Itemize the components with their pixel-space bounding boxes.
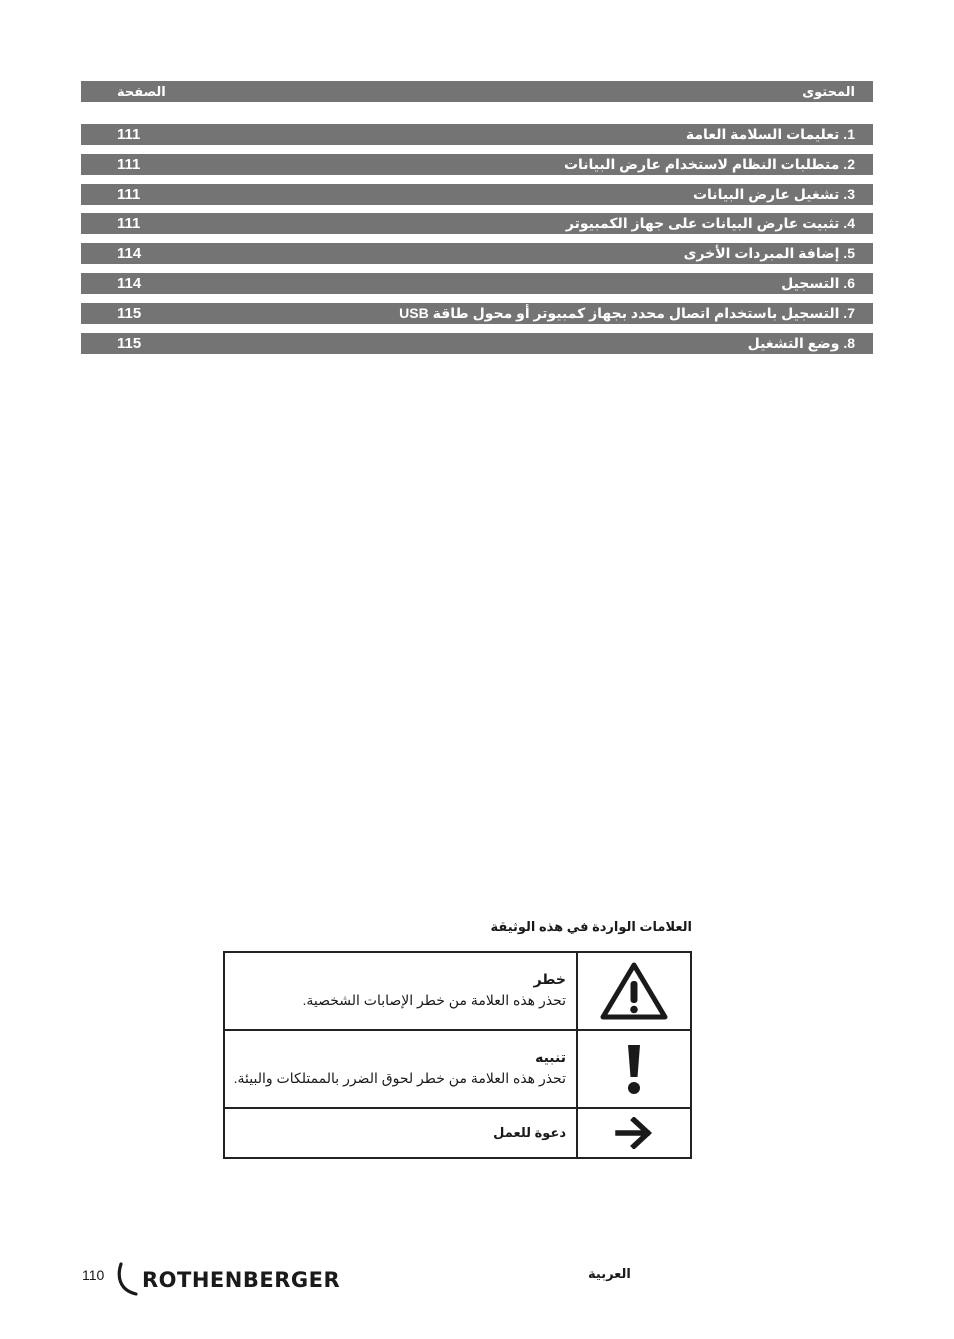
toc-entry[interactable] bbox=[81, 333, 873, 354]
symbol-text-cell bbox=[225, 1031, 574, 1107]
symbols-table bbox=[223, 951, 692, 1159]
toc-entry-label: 2. متطلبات النظام لاستخدام عارض البيانات bbox=[563, 156, 855, 172]
toc-entry[interactable] bbox=[81, 303, 873, 324]
symbol-title: تنبيه bbox=[535, 1049, 566, 1065]
arrow-right-icon bbox=[615, 1117, 653, 1149]
toc-entry[interactable] bbox=[81, 213, 873, 234]
rothenberger-swoosh-icon bbox=[116, 1262, 142, 1298]
symbol-row-action bbox=[225, 1109, 690, 1157]
warning-triangle-icon bbox=[599, 961, 669, 1021]
toc-entry-page: 111 bbox=[117, 126, 141, 143]
symbol-row-caution bbox=[225, 1031, 690, 1109]
toc-entry-label: 8. وضع التشغيل bbox=[747, 335, 855, 351]
toc-entry[interactable] bbox=[81, 154, 873, 175]
toc-entry-label: 7. التسجيل باستخدام اتصال محدد بجهاز كمبيوتر أو محول طاقة USB bbox=[399, 305, 855, 321]
toc-header-page: الصفحة bbox=[117, 84, 166, 99]
toc-entry-page: 111 bbox=[117, 156, 141, 173]
toc-entry[interactable] bbox=[81, 184, 873, 205]
toc-entry-label: 4. تثبيت عارض البيانات على جهاز الكمبيوتر bbox=[565, 215, 855, 231]
symbol-text-cell bbox=[225, 953, 574, 1029]
toc-entry-page: 111 bbox=[117, 215, 141, 232]
page-number: 110 bbox=[82, 1267, 105, 1283]
toc-entry-page: 111 bbox=[117, 186, 141, 203]
symbol-icon-cell bbox=[576, 953, 690, 1029]
symbol-description: تحذر هذه العلامة من خطر لحوق الضرر بالممتلكات والبيئة. bbox=[233, 1070, 566, 1086]
symbol-icon-cell bbox=[576, 1031, 690, 1107]
brand-name: ROTHENBERGER bbox=[142, 1268, 341, 1292]
toc-entry[interactable] bbox=[81, 273, 873, 294]
toc-entry-label: 1. تعليمات السلامة العامة bbox=[685, 126, 855, 142]
symbol-text-cell bbox=[225, 1109, 574, 1157]
brand-logo bbox=[116, 1262, 340, 1298]
toc-entry[interactable] bbox=[81, 243, 873, 264]
toc-entry-page: 115 bbox=[117, 335, 142, 352]
symbol-icon-cell bbox=[576, 1109, 690, 1157]
language-label: العربية bbox=[588, 1266, 631, 1281]
symbol-title: دعوة للعمل bbox=[493, 1125, 566, 1140]
toc-entry[interactable] bbox=[81, 124, 873, 145]
toc-entry-page: 115 bbox=[117, 305, 142, 322]
toc-entry-label: 6. التسجيل bbox=[781, 275, 855, 291]
toc-entry-page: 114 bbox=[117, 245, 142, 262]
toc-entry-label: 3. تشغيل عارض البيانات bbox=[692, 186, 855, 202]
toc-entry-label: 5. إضافة المبردات الأخرى bbox=[683, 245, 855, 261]
exclamation-icon bbox=[624, 1043, 644, 1095]
symbols-heading: العلامات الواردة في هذه الوثيقة bbox=[490, 919, 692, 934]
symbol-row-danger bbox=[225, 953, 690, 1031]
symbol-description: تحذر هذه العلامة من خطر الإصابات الشخصية. bbox=[302, 992, 566, 1008]
symbol-title: خطر bbox=[533, 971, 566, 987]
toc-header bbox=[81, 81, 873, 102]
toc-entry-page: 114 bbox=[117, 275, 142, 292]
toc-header-label: المحتوى bbox=[802, 84, 855, 99]
